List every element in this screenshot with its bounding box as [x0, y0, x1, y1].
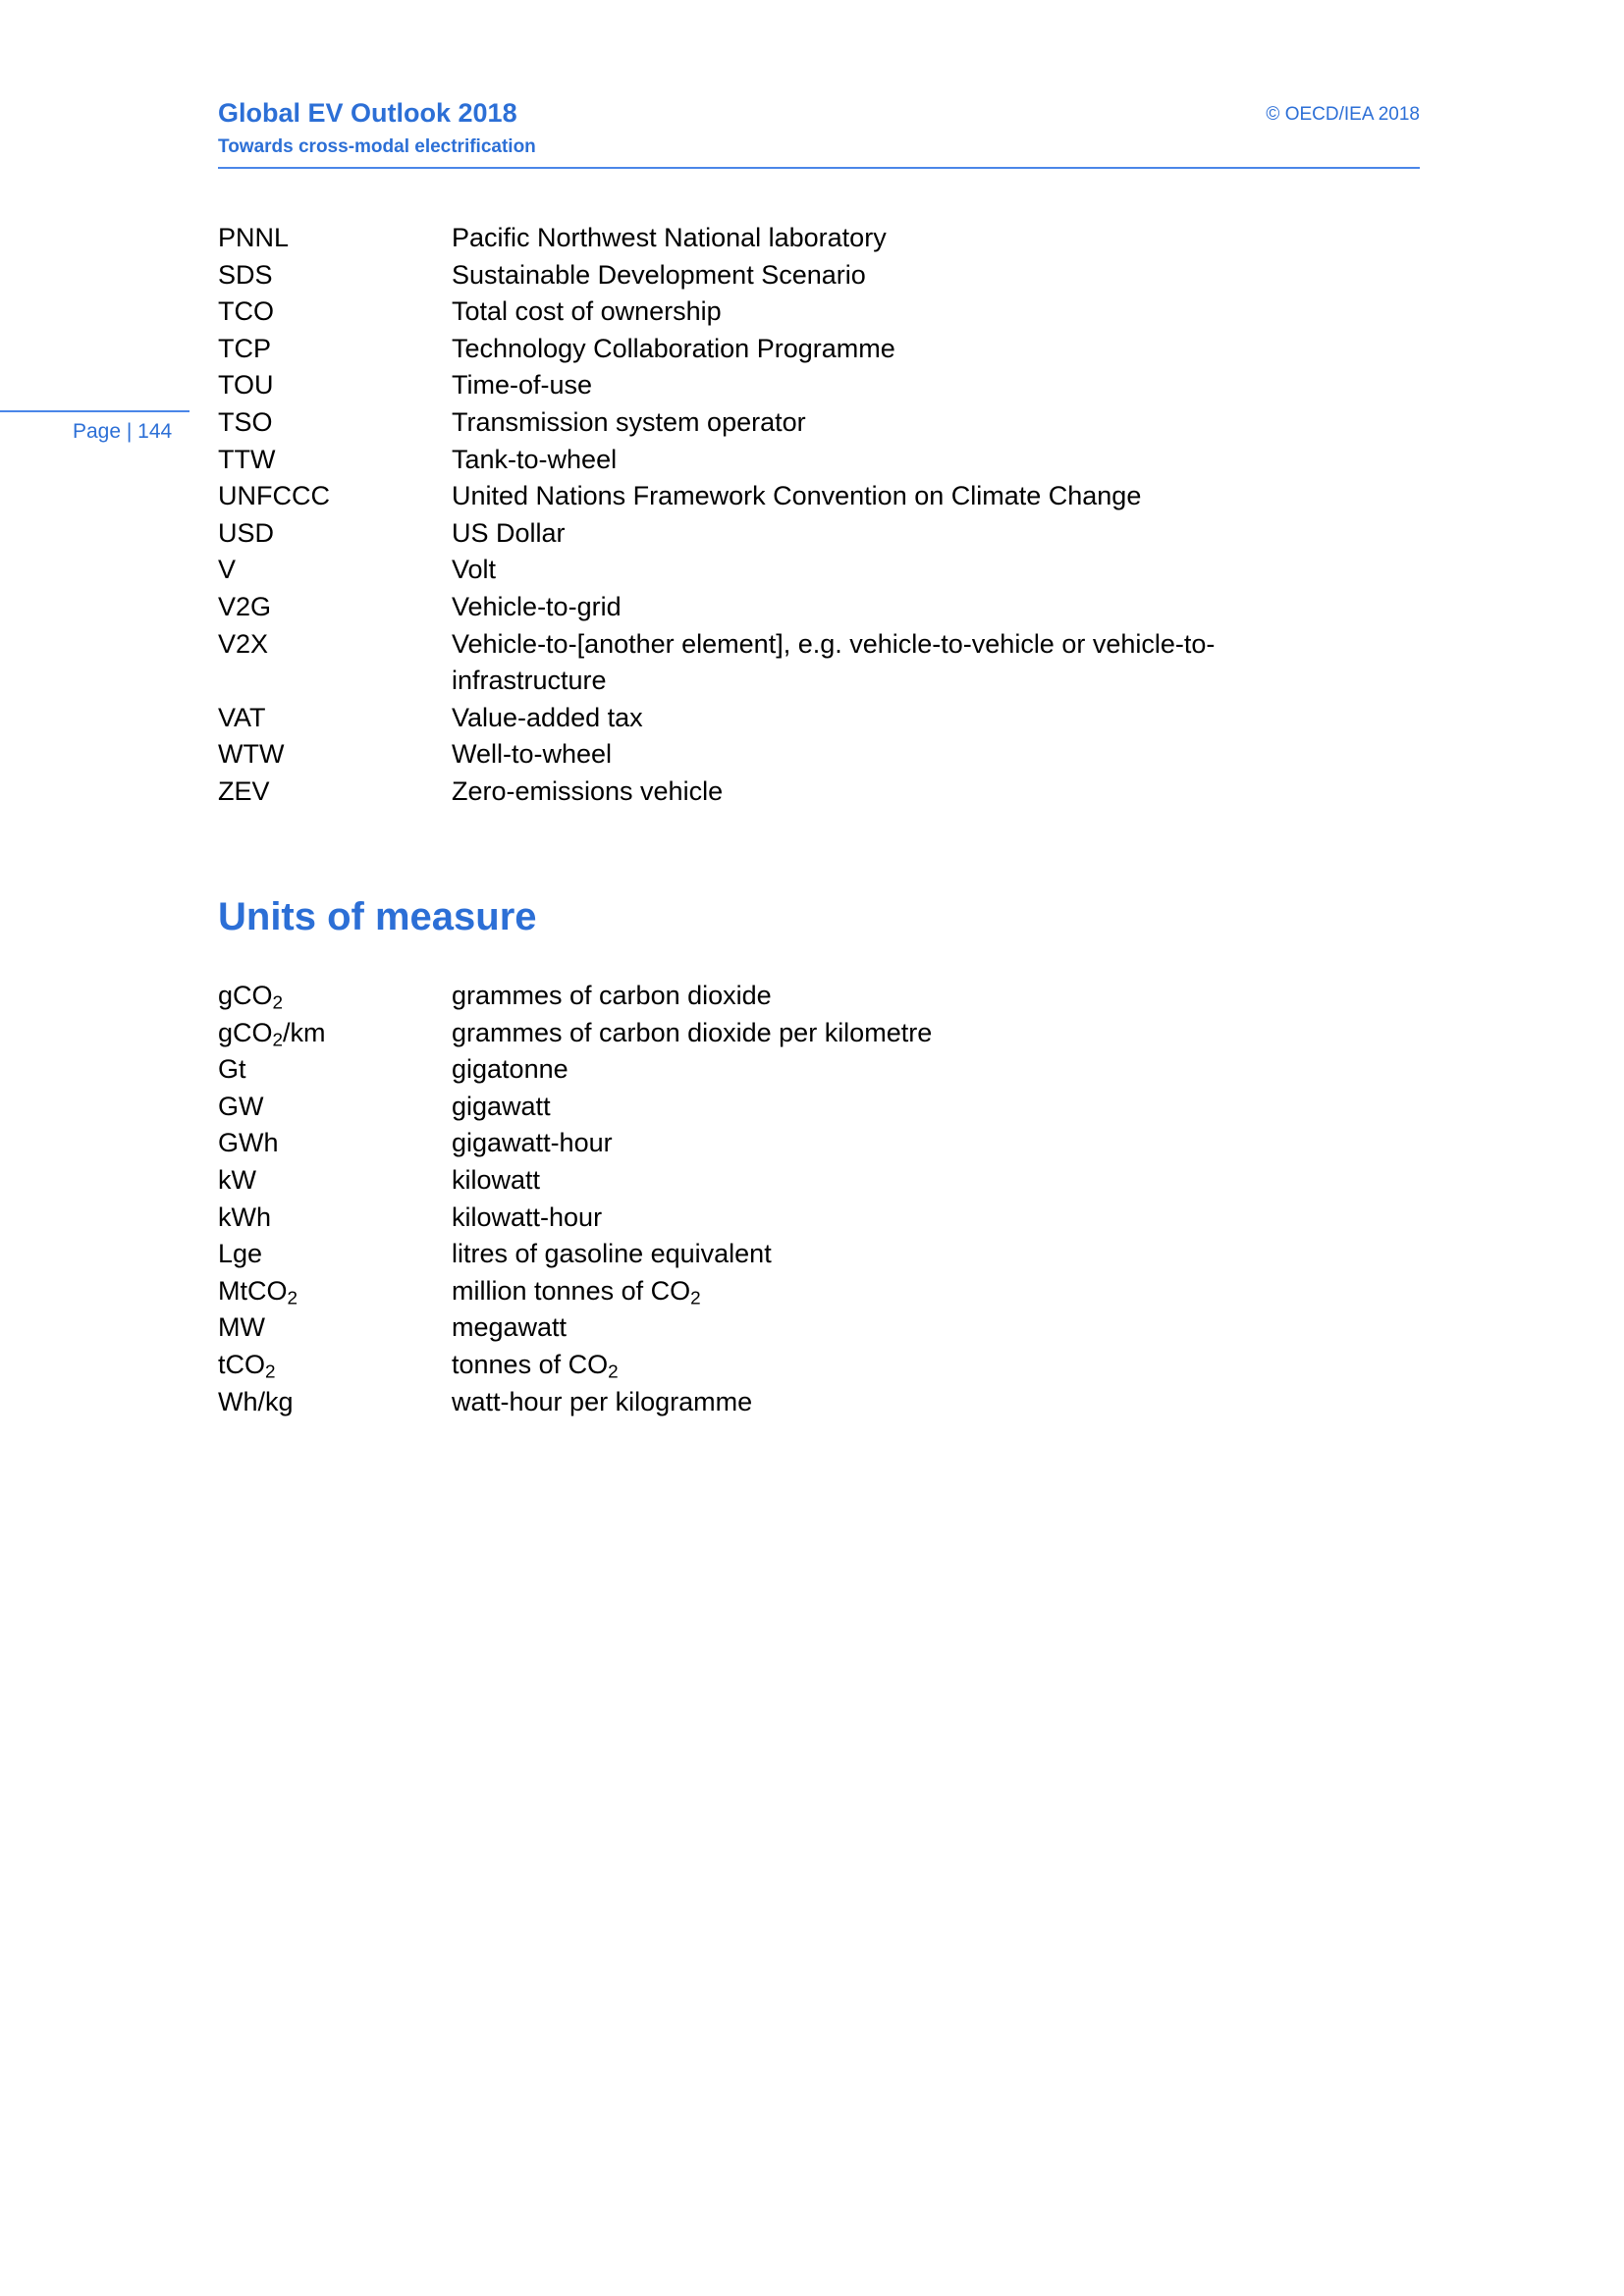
unit-term: kW [218, 1164, 256, 1195]
unit-row [218, 1125, 1347, 1162]
unit-row [218, 1015, 1347, 1052]
abbreviation-definition: Technology Collaboration Programme [452, 333, 895, 363]
units-heading: Units of measure [218, 895, 537, 938]
unit-row [218, 1089, 1347, 1126]
unit-definition: million tonnes of $CO_2$ [452, 1275, 701, 1309]
unit-definition: megawatt [452, 1312, 568, 1343]
unit-row [218, 978, 1347, 1015]
abbreviation-term: UNFCCC [218, 481, 330, 511]
unit-definition: gigawatt-hour [452, 1128, 613, 1158]
unit-term: MW [218, 1312, 265, 1343]
unit-definition: gigawatt [452, 1091, 551, 1121]
unit-definition: watt-hour per kilogramme [452, 1386, 753, 1416]
abbreviation-term: SDS [218, 259, 273, 290]
unit-row [218, 1384, 1347, 1421]
unit-term: gCO$_2$/km [218, 1017, 326, 1051]
abbreviation-term: TCO [218, 296, 274, 327]
unit-definition: litres of gasoline equivalent [452, 1239, 772, 1269]
abbreviation-row [218, 367, 1347, 404]
abbreviation-term: V2X [218, 628, 269, 659]
abbreviation-row [218, 626, 1347, 700]
unit-definition: tonnes of $CO_2$ [452, 1349, 619, 1383]
unit-term: GW [218, 1091, 264, 1121]
unit-term: GWh [218, 1128, 279, 1158]
unit-definition: grammes of carbon dioxide [452, 981, 772, 1010]
page-number: Page | 144 [73, 420, 173, 443]
abbreviation-term: TSO [218, 406, 273, 437]
abbreviation-row [218, 404, 1347, 442]
unit-term: MtCO$_2$ [218, 1275, 298, 1309]
abbreviation-definition: Tank-to-wheel [452, 444, 618, 474]
unit-row [218, 1051, 1347, 1089]
report-title: Global EV Outlook 2018 [218, 98, 517, 128]
abbreviation-row [218, 515, 1347, 553]
abbreviation-row [218, 294, 1347, 331]
abbreviation-term: VAT [218, 702, 266, 732]
abbreviation-term: V [218, 555, 237, 585]
abbreviations-list [218, 220, 1347, 811]
unit-term: Lge [218, 1239, 263, 1269]
abbreviation-row [218, 257, 1347, 294]
unit-term: gCO$_2$ [218, 981, 284, 1014]
abbreviation-row [218, 220, 1347, 257]
abbreviation-row [218, 442, 1347, 479]
abbreviation-row [218, 700, 1347, 737]
unit-row [218, 1309, 1347, 1347]
abbreviation-row [218, 774, 1347, 811]
abbreviation-term: WTW [218, 739, 285, 770]
unit-term: Gt [218, 1054, 246, 1085]
abbreviation-definition: Total cost of ownership [452, 296, 722, 327]
abbreviation-row [218, 552, 1347, 589]
unit-definition: kilowatt [452, 1164, 541, 1195]
abbreviation-definition: Pacific Northwest National laboratory [452, 223, 887, 252]
abbreviation-definition: Vehicle-to-grid [452, 591, 622, 621]
page-header [218, 98, 1420, 169]
abbreviation-definition: United Nations Framework Convention on Climate Change [452, 481, 1142, 511]
abbreviation-definition: US Dollar [452, 517, 566, 548]
units-list [218, 978, 1347, 1420]
abbreviation-definition: Volt [452, 555, 497, 585]
abbreviation-term: TOU [218, 370, 274, 400]
page-marker-rule [0, 410, 189, 412]
abbreviation-term: V2G [218, 591, 272, 621]
abbreviation-definition: Sustainable Development Scenario [452, 259, 866, 290]
abbreviation-definition: Value-added tax [452, 702, 643, 732]
abbreviation-term: TCP [218, 333, 271, 363]
unit-term: tCO$_2$ [218, 1349, 276, 1383]
unit-term: Wh/kg [218, 1386, 294, 1416]
unit-row [218, 1347, 1347, 1384]
unit-row [218, 1162, 1347, 1200]
abbreviation-row [218, 589, 1347, 626]
unit-definition: grammes of carbon dioxide per kilometre [452, 1017, 933, 1047]
copyright-notice: © OECD/IEA 2018 [1266, 104, 1420, 125]
abbreviation-term: USD [218, 517, 275, 548]
unit-definition: gigatonne [452, 1054, 568, 1085]
unit-definition: kilowatt-hour [452, 1201, 603, 1232]
report-subtitle: Towards cross-modal electrification [218, 136, 536, 157]
abbreviation-term: TTW [218, 444, 276, 474]
abbreviation-row [218, 331, 1347, 368]
abbreviation-definition: Well-to-wheel [452, 739, 613, 770]
abbreviation-term: ZEV [218, 775, 270, 806]
abbreviation-row [218, 736, 1347, 774]
unit-row [218, 1236, 1347, 1273]
abbreviation-term: PNNL [218, 223, 290, 252]
abbreviation-definition: Time-of-use [452, 370, 593, 400]
abbreviation-row [218, 478, 1347, 515]
unit-row [218, 1273, 1347, 1310]
abbreviation-definition: Transmission system operator [452, 406, 806, 437]
unit-row [218, 1200, 1347, 1237]
abbreviation-definition: Zero-emissions vehicle [452, 775, 724, 806]
abbreviation-definition: Vehicle-to-[another element], e.g. vehicle-to-vehicle or vehicle-to-infrastructure [452, 628, 1216, 696]
unit-term: kWh [218, 1201, 271, 1232]
